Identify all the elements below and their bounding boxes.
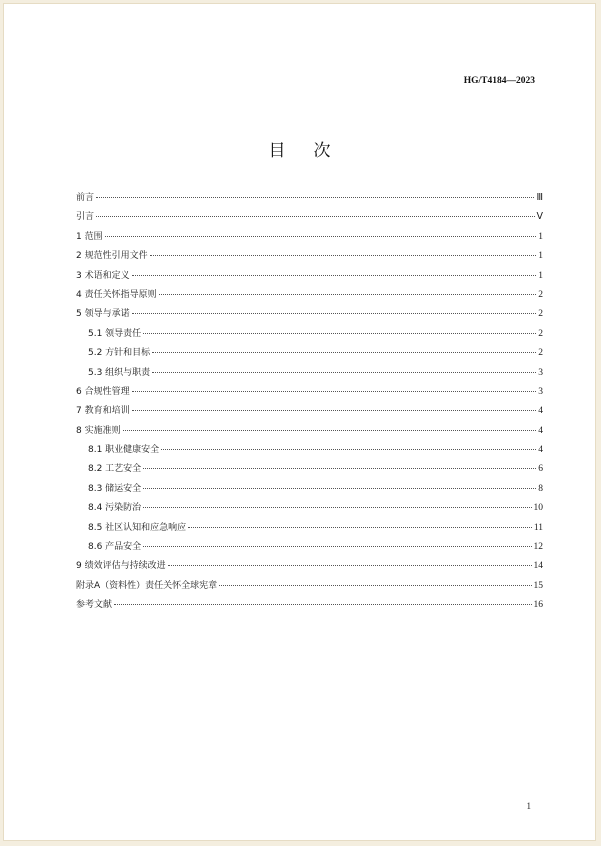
toc-entry-label: 8.1 职业健康安全 [88,445,160,456]
toc-leader-dots [188,527,532,528]
toc-entry-label: 3 术语和定义 [76,270,130,281]
toc-entry-page: 11 [533,522,543,533]
toc-entry-label: 8.5 社区认知和应急响应 [88,522,187,533]
toc-entry-page: 1 [538,251,543,262]
toc-entry[interactable] [76,520,543,539]
toc-entry-page: 4 [538,406,543,417]
toc-entry-label: 5.1 领导责任 [88,328,142,339]
toc-entry[interactable] [76,209,543,228]
toc-entry-label: 前言 [76,193,95,203]
toc-entry-page: 1 [538,270,543,281]
toc-leader-dots [143,546,531,547]
toc-leader-dots [105,236,537,237]
toc-leader-dots [96,197,534,198]
toc-leader-dots [132,391,537,392]
toc-entry-label: 8.4 污染防治 [88,503,142,514]
toc-entry[interactable] [76,597,543,616]
toc-entry-page: Ⅲ [536,193,543,203]
toc-entry-page: 3 [538,367,543,378]
toc-entry-label: 8.3 储运安全 [88,483,142,494]
toc-entry-label: 5.3 组织与职责 [88,367,151,378]
toc-entry-page: 15 [533,580,543,591]
toc-entry[interactable] [76,268,543,287]
toc-leader-dots [96,216,534,217]
toc-leader-dots [143,507,531,508]
toc-entry[interactable] [76,442,543,461]
toc-leader-dots [123,430,537,431]
toc-entry-label: 6 合规性管理 [76,386,130,397]
toc-entry[interactable] [76,190,543,209]
toc-entry-page: 4 [538,445,543,456]
toc-leader-dots [143,333,536,334]
toc-entry-label: 9 绩效评估与持续改进 [76,561,166,572]
toc-entry[interactable] [76,306,543,325]
toc-entry-label: 8.6 产品安全 [88,542,142,553]
toc-entry[interactable] [76,384,543,403]
toc-leader-dots [168,565,532,566]
toc-entry[interactable] [76,481,543,500]
toc-entry[interactable] [76,345,543,364]
toc-leader-dots [132,410,537,411]
toc-entry-label: 8.2 工艺安全 [88,464,142,475]
toc-entry[interactable] [76,403,543,422]
toc-leader-dots [143,468,536,469]
toc-entry-label: 引言 [76,212,95,223]
toc-entry-label: 8 实施准则 [76,425,121,436]
page-number: 1 [526,801,531,811]
toc-entry-label: 5.2 方针和目标 [88,348,151,359]
toc-entry-page: 12 [533,542,543,553]
toc-entry[interactable] [76,229,543,248]
toc-entry-page: 2 [538,328,543,339]
toc-entry[interactable] [76,539,543,558]
document-page [3,3,596,841]
toc-entry[interactable] [76,500,543,519]
toc-leader-dots [132,313,537,314]
toc-entry-page: 6 [538,464,543,475]
table-of-contents [76,190,543,617]
toc-leader-dots [150,255,537,256]
toc-entry-label: 5 领导与承诺 [76,309,130,320]
toc-leader-dots [114,604,531,605]
toc-entry-page: 10 [533,503,543,514]
toc-entry[interactable] [76,326,543,345]
toc-entry-page: 4 [538,425,543,436]
toc-entry-page: 1 [538,231,543,242]
toc-entry-page: 16 [533,600,543,611]
toc-leader-dots [159,294,537,295]
toc-leader-dots [161,449,536,450]
toc-entry[interactable] [76,423,543,442]
toc-leader-dots [152,352,536,353]
document-code: HG/T4184—2023 [463,76,535,86]
toc-entry-page: 8 [538,483,543,494]
toc-entry[interactable] [76,365,543,384]
toc-entry-page: 14 [533,561,543,572]
toc-leader-dots [143,488,536,489]
toc-entry-label: 2 规范性引用文件 [76,251,148,262]
toc-title: 目次 [268,141,359,161]
toc-entry[interactable] [76,248,543,267]
toc-leader-dots [132,275,537,276]
toc-entry-page: 2 [538,348,543,359]
toc-entry-page: 2 [538,289,543,300]
toc-entry[interactable] [76,578,543,597]
toc-entry-label: 附录A（资料性）责任关怀全球宪章 [76,580,218,591]
toc-entry-label: 7 教育和培训 [76,406,130,417]
toc-leader-dots [152,372,536,373]
toc-entry-page: 2 [538,309,543,320]
toc-entry[interactable] [76,287,543,306]
toc-entry-label: 4 责任关怀指导原则 [76,289,157,300]
toc-entry-label: 1 范围 [76,231,103,242]
toc-leader-dots [219,585,531,586]
toc-entry-page: 3 [538,386,543,397]
toc-entry[interactable] [76,558,543,577]
toc-entry-label: 参考文献 [76,600,113,611]
toc-entry-page: Ⅴ [536,212,543,223]
toc-entry[interactable] [76,461,543,480]
